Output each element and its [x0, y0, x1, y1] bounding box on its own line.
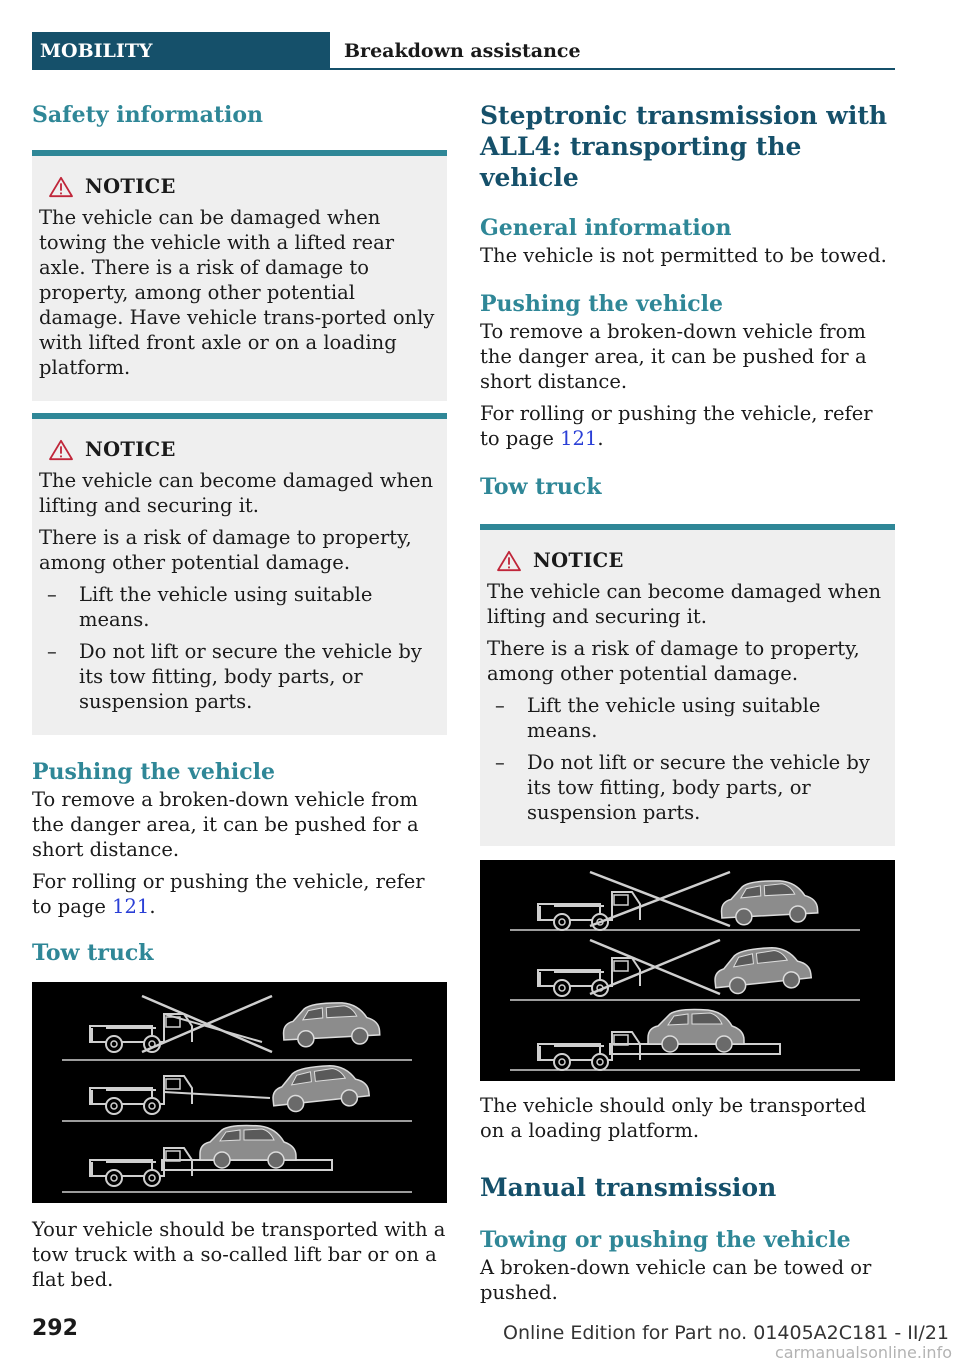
platform-caption: The vehicle should only be transported on a loading platform. — [480, 1094, 867, 1142]
notice-text: The vehicle can become damaged when lifting and securing it. — [39, 469, 434, 517]
page-link[interactable]: 121 — [112, 895, 150, 918]
loading-platform-illustration — [480, 860, 895, 1081]
list-item: – Do not lift or secure the vehicle by its tow fitting, body parts, or suspension parts. — [47, 640, 422, 713]
pushing-text: To remove a broken-down vehicle from the danger area, it can be pushed for a short distance. — [480, 320, 867, 393]
tow-caption: Your vehicle should be transported with a tow truck with a so-called lift bar or on a flat bed. — [32, 1218, 446, 1291]
list-item: – Lift the vehicle using suitable means. — [47, 583, 373, 631]
pushing-text: To remove a broken-down vehicle from the danger area, it can be pushed for a short distance. — [32, 788, 419, 861]
flat-bed-truck — [510, 1010, 860, 1071]
list-item: – Do not lift or secure the vehicle by its tow fitting, body parts, or suspension parts. — [495, 751, 870, 824]
tow-truck-heading: Tow truck — [480, 474, 602, 500]
page-link[interactable]: 121 — [560, 427, 598, 450]
notice-list — [487, 693, 885, 825]
notice-box-lifting — [480, 524, 895, 846]
notice-text: The vehicle can become damaged when lifting and securing it. — [487, 580, 882, 628]
flat-bed-truck — [62, 1126, 412, 1193]
warning-triangle-icon — [47, 176, 75, 198]
notice-text: The vehicle can be damaged when towing the vehicle with a lifted rear axle. There is a risk of damage to property, among other potential damage. Have vehicle trans-ported only with lifted front axle or on a loading platform. — [39, 206, 435, 379]
lift-bar-truck — [62, 1061, 412, 1121]
section-label: MOBILITY — [32, 32, 330, 70]
rolling-text: For rolling or pushing the vehicle, refer to page 121. — [480, 402, 873, 450]
lift-bar-truck-crossed — [510, 940, 860, 1000]
chapter-title: Breakdown assistance — [344, 40, 581, 62]
towing-heading: Towing or pushing the vehicle — [480, 1227, 851, 1253]
general-heading: General information — [480, 215, 732, 241]
pushing-heading: Pushing the vehicle — [32, 759, 276, 785]
lift-bar-truck-crossed — [62, 996, 412, 1060]
notice-label: NOTICE — [85, 438, 176, 461]
notice-text: There is a risk of damage to property, among other potential damage. — [39, 526, 412, 574]
towing-text: A broken-down vehicle can be towed or pushed. — [480, 1256, 872, 1304]
warning-triangle-icon — [495, 550, 523, 572]
page-header — [32, 32, 895, 70]
header-rule — [330, 68, 895, 70]
notice-box-lifting — [32, 413, 447, 735]
warning-triangle-icon — [47, 439, 75, 461]
main-heading: Steptronic transmission with ALL4: transporting the vehicle — [480, 101, 888, 192]
watermark: carmanualsonline.info — [774, 1343, 952, 1362]
list-item: – Lift the vehicle using suitable means. — [495, 694, 821, 742]
general-text: The vehicle is not permitted to be towed. — [480, 244, 887, 267]
left-column — [32, 100, 447, 1299]
notice-label: NOTICE — [85, 175, 176, 198]
right-column — [480, 100, 895, 1312]
notice-list — [39, 582, 437, 714]
tow-truck-illustration — [32, 982, 447, 1203]
page-number: 292 — [32, 1316, 78, 1341]
manual-transmission-heading: Manual transmission — [480, 1173, 777, 1202]
tow-truck-heading: Tow truck — [32, 940, 154, 966]
edition-note: Online Edition for Part no. 01405A2C181 - II/21 — [503, 1322, 950, 1344]
pushing-heading: Pushing the vehicle — [480, 291, 724, 317]
notice-box-lifted-axle — [32, 150, 447, 401]
safety-heading: Safety information — [32, 102, 264, 128]
notice-text: There is a risk of damage to property, among other potential damage. — [487, 637, 860, 685]
notice-label: NOTICE — [533, 549, 624, 572]
rolling-text: For rolling or pushing the vehicle, refer to page 121. — [32, 870, 425, 918]
lift-bar-truck-crossed — [510, 872, 860, 930]
